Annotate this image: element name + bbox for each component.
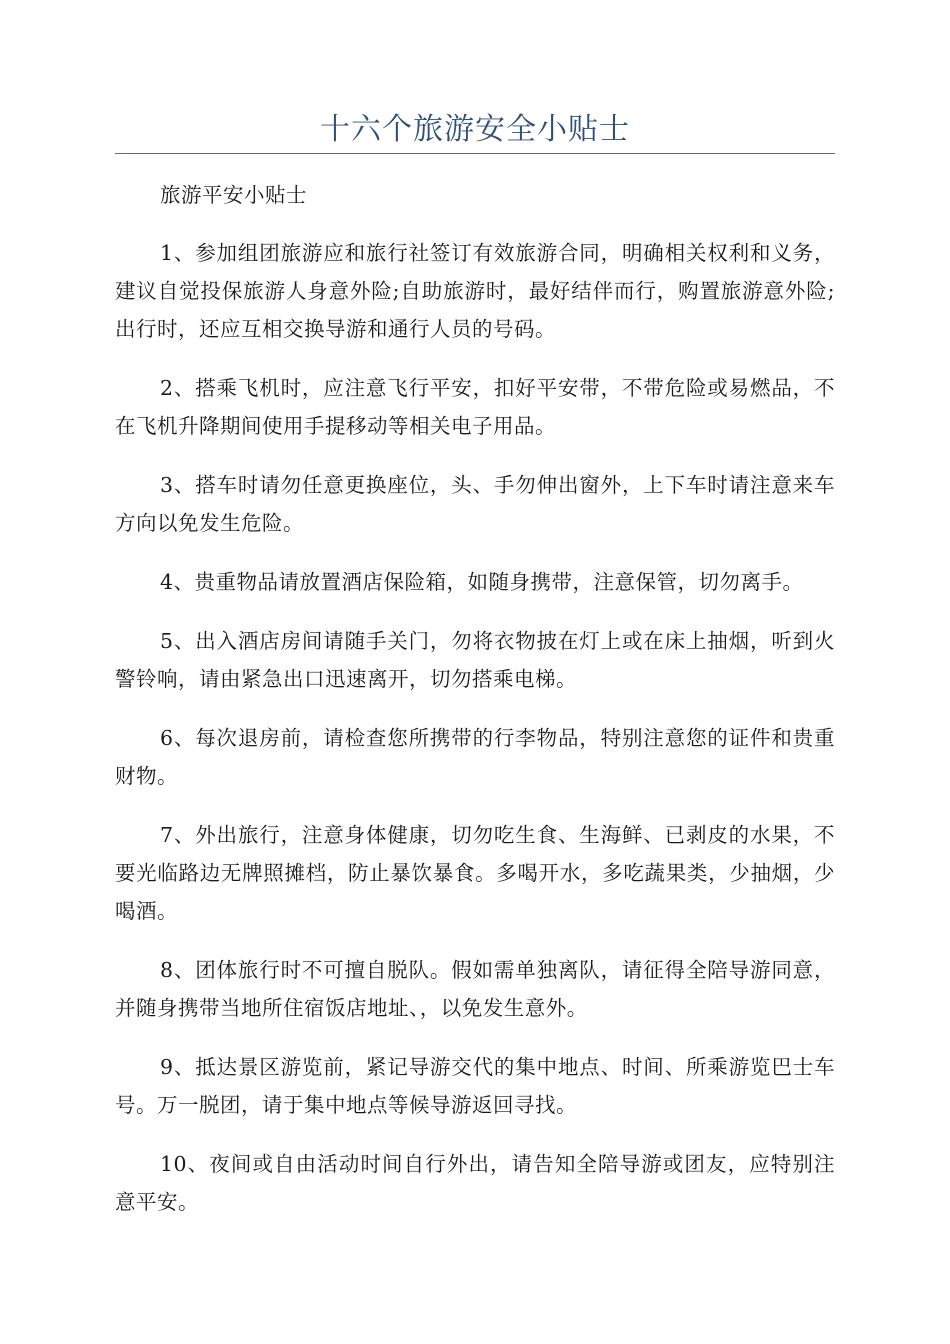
paragraph: 5、出入酒店房间请随手关门，勿将衣物披在灯上或在床上抽烟，听到火警铃响，请由紧急出口迅速离开，切勿搭乘电梯。 — [115, 629, 835, 691]
document-body — [115, 176, 835, 1242]
document-title: 十六个旅游安全小贴士 — [320, 112, 630, 147]
paragraph: 4、贵重物品请放置酒店保险箱，如随身携带，注意保管，切勿离手。 — [160, 570, 804, 594]
paragraph: 2、搭乘飞机时，应注意飞行平安，扣好平安带，不带危险或易燃品，不在飞机升降期间使用手提移动等相关电子用品。 — [115, 376, 835, 438]
paragraph: 7、外出旅行，注意身体健康，切勿吃生食、生海鲜、已剥皮的水果，不要光临路边无牌照摊档，防止暴饮暴食。多喝开水，多吃蔬果类，少抽烟，少喝酒。 — [115, 823, 835, 923]
paragraph: 3、搭车时请勿任意更换座位，头、手勿伸出窗外，上下车时请注意来车方向以免发生危险。 — [115, 473, 835, 535]
paragraph: 10、夜间或自由活动时间自行外出，请告知全陪导游或团友，应特别注意平安。 — [115, 1152, 835, 1214]
paragraph: 8、团体旅行时不可擅自脱队。假如需单独离队，请征得全陪导游同意，并随身携带当地所住宿饭店地址、，以免发生意外。 — [115, 958, 835, 1020]
paragraph: 6、每次退房前，请检查您所携带的行李物品，特别注意您的证件和贵重财物。 — [115, 726, 835, 788]
paragraph: 9、抵达景区游览前，紧记导游交代的集中地点、时间、所乘游览巴士车号。万一脱团，请于集中地点等候导游返回寻找。 — [115, 1055, 835, 1117]
paragraph: 1、参加组团旅游应和旅行社签订有效旅游合同，明确相关权利和义务，建议自觉投保旅游人身意外险;自助旅游时，最好结伴而行，购置旅游意外险;出行时，还应互相交换导游和通行人员的号码。 — [115, 241, 835, 341]
title-underline — [115, 153, 835, 154]
section-subtitle: 旅游平安小贴士 — [160, 183, 307, 207]
